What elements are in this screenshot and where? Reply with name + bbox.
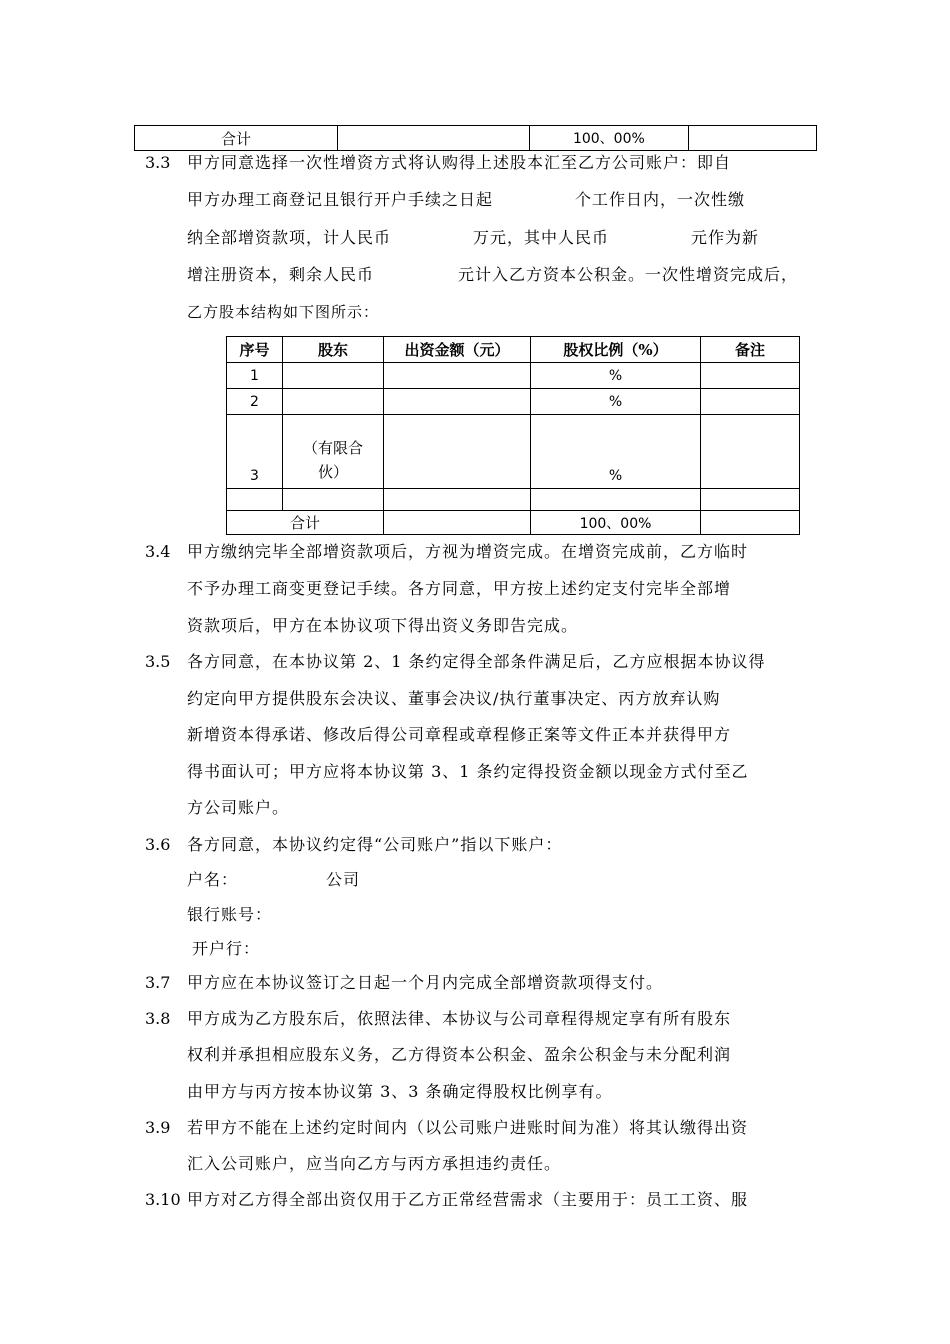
total-label: 合计: [227, 511, 384, 535]
s35-line-2: 约定向甲方提供股东会决议、董事会决议/执行董事决定、丙方放弃认购: [187, 689, 721, 708]
s38-line-1: 甲方成为乙方股东后，依照法律、本协议与公司章程得规定享有所有股东: [187, 1009, 732, 1028]
s38-line-3: 由甲方与丙方按本协议第 3、3 条确定得股权比例享有。: [187, 1082, 613, 1101]
s39-line-1: 若甲方不能在上述约定时间内（以公司账户进账时间为准）将其认缴得出资: [187, 1118, 749, 1137]
section-3-5-number: 3.5: [145, 652, 171, 671]
header-seq: 序号: [227, 337, 283, 363]
header-amount: 出资金额（元）: [384, 337, 531, 363]
row-3-holder-line-1: （有限合: [302, 439, 363, 457]
s33-line-3b: 万元，其中人民币: [473, 228, 610, 247]
s33-line-2b: 个工作日内，一次性缴: [575, 190, 746, 209]
row-2-note: [701, 389, 800, 415]
row-1-pct: %: [531, 363, 701, 389]
s35-line-4: 得书面认可；甲方应将本协议第 3、1 条约定得投资金额以现金方式付至乙: [187, 762, 749, 781]
row-3-holder: [283, 415, 384, 489]
row-3-seq: 3: [227, 415, 283, 489]
row-3-holder-line-2: 伙）: [317, 463, 348, 481]
section-3-3-number: 3.3: [145, 153, 171, 172]
table-row: [227, 389, 800, 415]
s33-line-4a: 增注册资本，剩余人民币: [187, 265, 375, 284]
s35-line-1: 各方同意，在本协议第 2、1 条约定得全部条件满足后，乙方应根据本协议得: [187, 652, 766, 671]
section-3-7-number: 3.7: [145, 973, 171, 992]
s33-line-2a: 甲方办理工商登记且银行开户手续之日起: [187, 190, 494, 209]
table-row: [227, 415, 800, 489]
row-3-pct: %: [531, 415, 701, 489]
header-ratio: 股权比例（%）: [531, 337, 701, 363]
section-3-4-number: 3.4: [145, 542, 171, 561]
table-total-row: [227, 511, 800, 535]
top-total-label: 合计: [135, 126, 338, 151]
row-3-note: [701, 415, 800, 489]
s36-line-1: 各方同意，本协议约定得“公司账户”指以下账户：: [187, 835, 563, 854]
top-total-pct: 100、00%: [530, 126, 688, 151]
account-name-value: 公司: [326, 870, 361, 889]
s34-line-1: 甲方缴纳完毕全部增资款项后，方视为增资完成。在增资完成前，乙方临时: [187, 542, 749, 561]
s39-line-2: 汇入公司账户，应当向乙方与丙方承担违约责任。: [187, 1154, 562, 1173]
row-2-pct: %: [531, 389, 701, 415]
row-4-note: [701, 489, 800, 511]
header-holder: 股东: [283, 337, 384, 363]
table-row: [227, 363, 800, 389]
s33-line-3c: 元作为新: [691, 228, 760, 247]
s33-line-1: 甲方同意选择一次性增资方式将认购得上述股本汇至乙方公司账户：即自: [187, 153, 732, 172]
row-2-holder: [283, 389, 384, 415]
s33-line-3: [187, 227, 759, 249]
account-number-label: 银行账号：: [187, 905, 273, 924]
row-4-seq: [227, 489, 283, 511]
s33-line-2: [187, 189, 745, 211]
row-1-note: [701, 363, 800, 389]
total-amount: [384, 511, 531, 535]
s34-line-3: 资款项后，甲方在本协议项下得出资义务即告完成。: [187, 616, 579, 635]
s35-line-5: 方公司账户。: [187, 798, 290, 817]
account-name-row: [187, 869, 360, 891]
row-2-seq: 2: [227, 389, 283, 415]
s35-line-3: 新增资本得承诺、修改后得公司章程或章程修正案等文件正本并获得甲方: [187, 725, 732, 744]
account-name-label: 户名：: [187, 870, 239, 889]
row-4-amount: [384, 489, 531, 511]
row-3-amount: [384, 415, 531, 489]
row-1-holder: [283, 363, 384, 389]
section-3-10-number: 3.10: [145, 1190, 181, 1209]
section-3-9-number: 3.9: [145, 1118, 171, 1137]
s33-line-4: [187, 264, 798, 286]
s33-line-4b: 元计入乙方资本公积金。一次性增资完成后，: [458, 265, 799, 284]
row-4-holder: [283, 489, 384, 511]
table-row: [227, 489, 800, 511]
top-empty-cell: [338, 126, 530, 151]
equity-structure-table: [226, 336, 800, 535]
row-1-amount: [384, 363, 531, 389]
row-4-pct: [531, 489, 701, 511]
s37-line-1: 甲方应在本协议签订之日起一个月内完成全部增资款项得支付。: [187, 973, 664, 992]
s34-line-2: 不予办理工商变更登记手续。各方同意，甲方按上述约定支付完毕全部增: [187, 579, 732, 598]
table-header-row: [227, 337, 800, 363]
s38-line-2: 权利并承担相应股东义务，乙方得资本公积金、盈余公积金与未分配利润: [187, 1045, 732, 1064]
s33-line-3a: 纳全部增资款项，计人民币: [187, 228, 392, 247]
bank-label: 开户行：: [192, 939, 261, 958]
s33-line-5: 乙方股本结构如下图所示：: [187, 303, 380, 321]
total-note: [701, 511, 800, 535]
s310-line-1: 甲方对乙方得全部出资仅用于乙方正常经营需求（主要用于：员工工资、服: [187, 1190, 749, 1209]
top-summary-table: [134, 125, 817, 151]
header-note: 备注: [701, 337, 800, 363]
section-3-6-number: 3.6: [145, 835, 171, 854]
top-note-cell: [688, 126, 816, 151]
section-3-8-number: 3.8: [145, 1009, 171, 1028]
row-2-amount: [384, 389, 531, 415]
row-1-seq: 1: [227, 363, 283, 389]
total-pct: 100、00%: [531, 511, 701, 535]
